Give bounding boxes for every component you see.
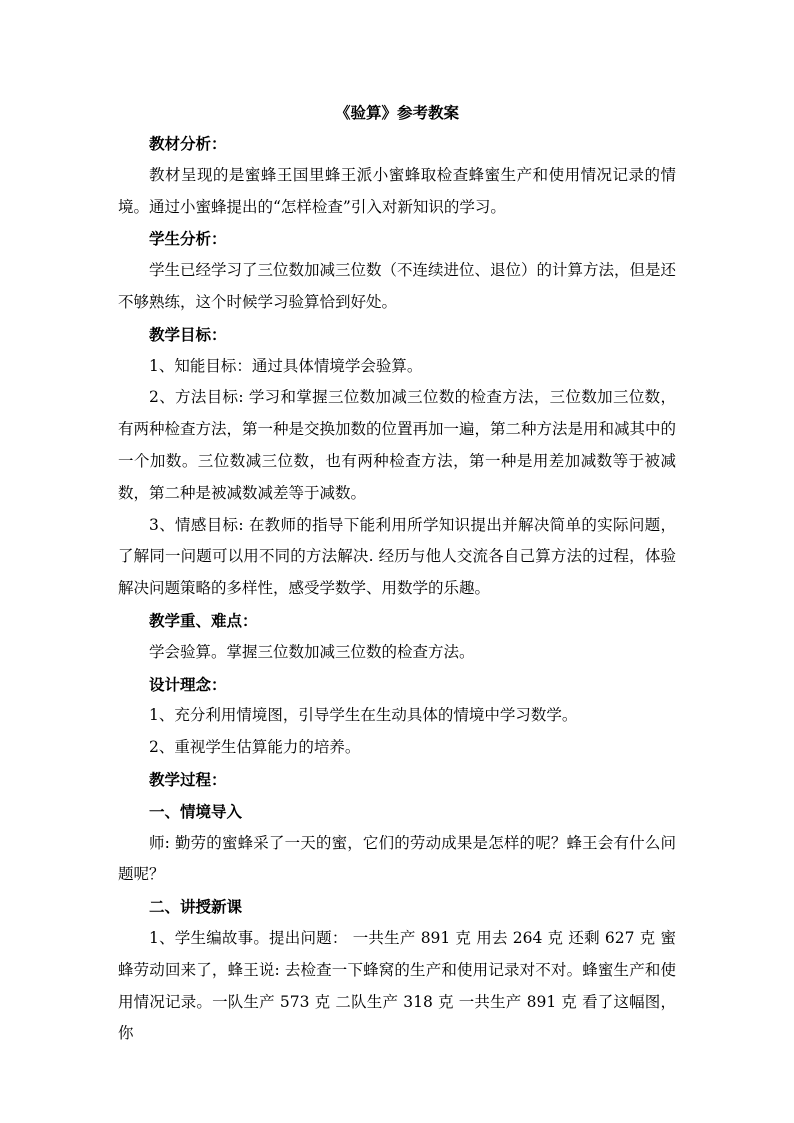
paragraph-new-lesson: 1、学生编故事。提出问题： 一共生产 891 克 用去 264 克 还剩 627 克 蜜蜂劳动回来了，蜂王说: 去检查一下蜂窝的生产和使用记录对不对。蜂蜜生产和使用情况记录。一队生产 573 克 二队生产 318 克 一共生产 891 克 看了这幅图，你 [118,928,676,1043]
paragraph-design-concept-1: 1、充分利用情境图，引导学生在生动具体的情境中学习数学。 [149,706,578,725]
section-heading-design-concept: 设计理念： [149,674,227,694]
paragraph-student-analysis: 学生已经学习了三位数加减三位数（不连续进位、退位）的计算方法，但是还不够熟练，这个时候学习验算恰到好处。 [118,261,677,311]
subheading-new-lesson: 二、讲授新课 [149,897,243,917]
paragraph-goal-knowledge: 1、知能目标：通过具体情境学会验算。 [149,356,423,375]
document-title: 《验算》参考教案 [334,103,459,122]
paragraph-situation-intro: 师: 勤劳的蜜蜂采了一天的蜜，它们的劳动成果是怎样的呢？蜂王会有什么问题呢？ [118,833,676,884]
subheading-situation-intro: 一、情境导入 [149,801,243,821]
paragraph-key-points: 学会验算。掌握三位数加减三位数的检查方法。 [149,642,475,661]
section-heading-teaching-process: 教学过程： [149,769,227,789]
paragraph-goal-emotion: 3、情感目标: 在教师的指导下能利用所学知识提出并解决简单的实际问题，了解同一问题可以用不同的方法解决. 经历与他人交流各自己算方法的过程，体验解决问题策略的多样性，感受学数学、用数学的乐趣。 [118,515,676,598]
section-heading-student-analysis: 学生分析： [149,229,227,249]
section-heading-textbook-analysis: 教材分析： [149,134,227,153]
section-heading-key-points: 教学重、难点： [149,610,258,630]
paragraph-textbook-analysis: 教材呈现的是蜜蜂王国里蜂王派小蜜蜂取检查蜂蜜生产和使用情况记录的情境。通过小蜜蜂提出的“怎样检查”引入对新知识的学习。 [118,165,676,216]
document-page [118,98,676,1050]
paragraph-goal-method: 2、方法目标: 学习和掌握三位数加减三位数的检查方法，三位数加三位数，有两种检查方法，第一种是交换加数的位置再加一遍，第二种方法是用和减其中的一个加数。三位数减三位数，也有两种检查方法，第一种是用差加减数等于被减数，第二种是被减数减差等于减数。 [118,388,677,502]
section-heading-teaching-goals: 教学目标： [149,324,227,344]
paragraph-design-concept-2: 2、重视学生估算能力的培养。 [149,738,361,757]
